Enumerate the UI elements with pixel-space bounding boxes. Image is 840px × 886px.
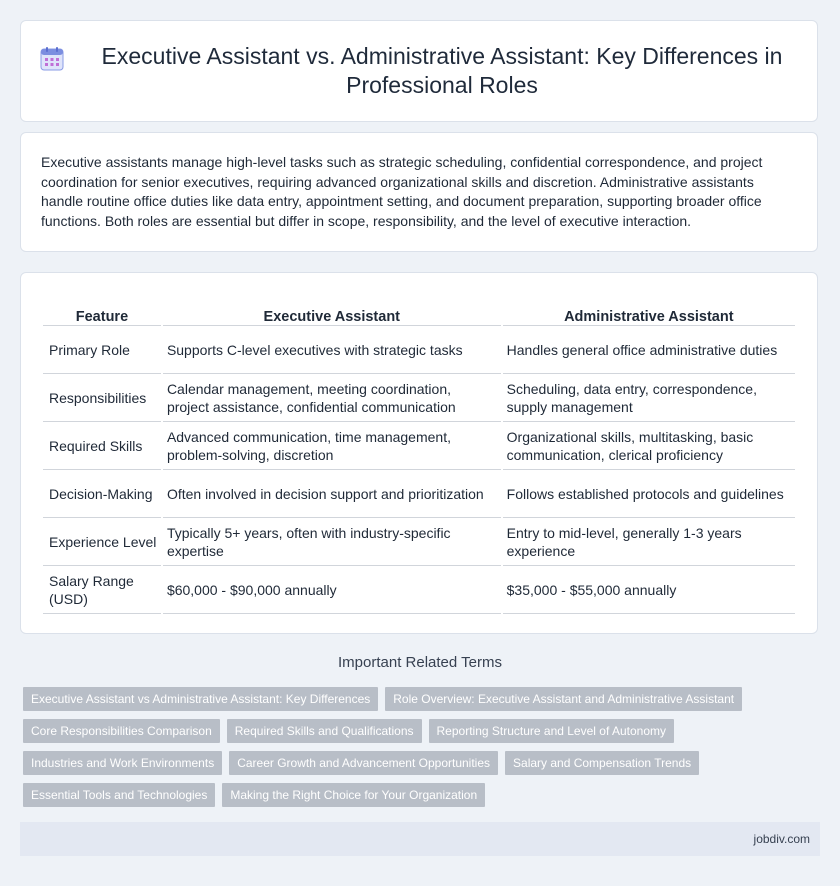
page-title: Executive Assistant vs. Administrative Assistant: Key Differences in Professional Roles — [101, 43, 783, 98]
executive-cell: Advanced communication, time management, problem-solving, discretion — [163, 422, 501, 470]
table-row — [43, 422, 795, 470]
related-terms-title: Important Related Terms — [338, 654, 502, 671]
related-term-tag[interactable]: Making the Right Choice for Your Organization — [222, 783, 485, 807]
related-term-tag[interactable]: Core Responsibilities Comparison — [23, 719, 220, 743]
calendar-icon — [39, 46, 65, 72]
executive-cell: Often involved in decision support and prioritization — [163, 470, 501, 518]
related-term-tag[interactable]: Salary and Compensation Trends — [505, 751, 699, 775]
comparison-table — [41, 293, 797, 614]
column-header-administrative: Administrative Assistant — [503, 293, 795, 326]
administrative-cell: Entry to mid-level, generally 1-3 years experience — [503, 518, 795, 566]
related-term-tag[interactable]: Reporting Structure and Level of Autonomy — [429, 719, 674, 743]
feature-cell: Responsibilities — [43, 374, 161, 422]
administrative-cell: Handles general office administrative duties — [503, 326, 795, 374]
feature-cell: Required Skills — [43, 422, 161, 470]
feature-cell: Experience Level — [43, 518, 161, 566]
table-row — [43, 470, 795, 518]
executive-cell: Supports C-level executives with strategic tasks — [163, 326, 501, 374]
table-row — [43, 566, 795, 614]
administrative-cell: Scheduling, data entry, correspondence, supply management — [503, 374, 795, 422]
column-header-executive: Executive Assistant — [163, 293, 501, 326]
administrative-cell: Organizational skills, multitasking, basic communication, clerical proficiency — [503, 422, 795, 470]
table-row — [43, 374, 795, 422]
column-header-feature: Feature — [43, 293, 161, 326]
intro-card — [20, 132, 818, 252]
feature-cell: Salary Range (USD) — [43, 566, 161, 614]
related-terms-list — [23, 687, 823, 815]
intro-paragraph: Executive assistants manage high-level tasks such as strategic scheduling, confidential correspondence, and project coordination for senior executives, requiring advanced organizational skills and discretion. Administrative assistants handle routine office duties like data entry, appointment setting, and document preparation, supporting broader office functions. Both roles are essential but differ in scope, responsibility, and the level of executive interaction. — [41, 154, 763, 229]
related-term-tag[interactable]: Executive Assistant vs Administrative Assistant: Key Differences — [23, 687, 378, 711]
table-row — [43, 326, 795, 374]
administrative-cell: Follows established protocols and guidelines — [503, 470, 795, 518]
related-term-tag[interactable]: Industries and Work Environments — [23, 751, 222, 775]
comparison-card — [20, 272, 818, 634]
executive-cell: Calendar management, meeting coordination, project assistance, confidential communication — [163, 374, 501, 422]
table-header-row — [43, 293, 795, 326]
related-term-tag[interactable]: Essential Tools and Technologies — [23, 783, 215, 807]
related-term-tag[interactable]: Career Growth and Advancement Opportunities — [229, 751, 498, 775]
feature-cell: Primary Role — [43, 326, 161, 374]
administrative-cell: $35,000 - $55,000 annually — [503, 566, 795, 614]
header-card — [20, 20, 818, 122]
footer — [20, 822, 820, 856]
related-term-tag[interactable]: Role Overview: Executive Assistant and Administrative Assistant — [385, 687, 742, 711]
table-row — [43, 518, 795, 566]
executive-cell: Typically 5+ years, often with industry-specific expertise — [163, 518, 501, 566]
footer-site-link[interactable]: jobdiv.com — [753, 832, 810, 846]
related-term-tag[interactable]: Required Skills and Qualifications — [227, 719, 422, 743]
feature-cell: Decision-Making — [43, 470, 161, 518]
executive-cell: $60,000 - $90,000 annually — [163, 566, 501, 614]
